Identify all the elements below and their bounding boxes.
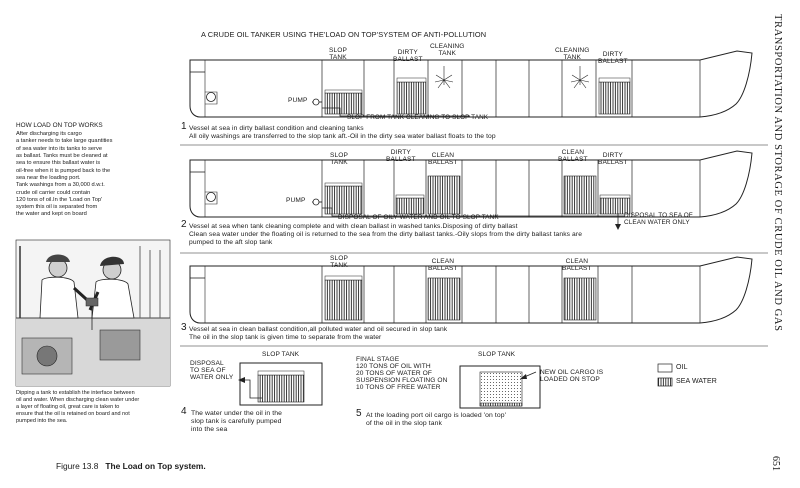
label-flow-1: SLOP FROM TANK CLEANING TO SLOP TANK	[347, 114, 489, 121]
label-disposal-clean-water: DISPOSAL TO SEA OF CLEAN WATER ONLY	[624, 212, 693, 226]
stage-2-caption-line-2: Clean sea water under the floating oil is returned to the sea from the dirty ballast tanks.-Oily slops from the dirty ballast tanks are	[189, 231, 583, 238]
page-number: 651	[770, 456, 781, 471]
photo-caption-line: pumped into the sea.	[16, 418, 68, 425]
sidebar-text	[16, 122, 168, 219]
sidebar-line: 120 tons of oil.In the 'Load on Top'	[16, 196, 103, 203]
figure-number: Figure 13.8	[56, 461, 99, 471]
stage-4-caption-line-1: The water under the oil in the	[191, 410, 283, 417]
stage-1-caption-line-1: Vessel at sea in dirty ballast condition and cleaning tanks	[189, 125, 364, 132]
label-slop-tank-1: SLOP TANK	[329, 47, 347, 61]
stage-5-caption-line-2: of the oil in the slop tank	[366, 420, 443, 427]
label-clean-ballast-3b: CLEAN BALLAST	[562, 258, 592, 272]
label-pump-2: PUMP	[286, 197, 306, 204]
photo-caption-line: ensure that the oil is retained on board and not	[16, 411, 130, 418]
sidebar-line: the water and kept on board	[16, 211, 87, 218]
label-slop-tank-5: SLOP TANK	[478, 351, 516, 358]
diagram-title: A CRUDE OIL TANKER USING THE'LOAD ON TOP'SYSTEM OF ANTI-POLLUTION	[201, 30, 487, 39]
label-slop-tank-3: SLOP TANK	[330, 255, 348, 269]
label-final-stage: FINAL STAGE 120 TONS OF OIL WITH 20 TONS OF WATER OF SUSPENSION FLOATING ON 10 TONS OF FREE WATER	[356, 356, 448, 392]
sidebar-line: sea to ensure this ballast water is	[16, 160, 101, 167]
photo-caption-line: Dipping a tank to establish the interface between	[16, 390, 135, 396]
label-cleaning-tank-1b: CLEANING TANK	[555, 47, 590, 61]
sidebar-line: a tanker needs to take large quantities	[16, 138, 113, 145]
sidebar-line: system this oil is separated from	[16, 204, 98, 211]
stage-2-caption-line-3: pumped to the aft slop tank	[189, 239, 273, 246]
ship-stage-1	[190, 51, 752, 117]
legend	[658, 364, 672, 386]
label-dirty-ballast-1a: DIRTY BALLAST	[393, 49, 423, 63]
photo-caption-line: a layer of floating oil, great care is taken to	[16, 404, 120, 411]
label-slop-tank-2: SLOP TANK	[330, 152, 348, 166]
label-clean-ballast-2a: CLEAN BALLAST	[428, 152, 458, 166]
label-new-oil-cargo: NEW OIL CARGO IS LOADED ON STOP	[540, 369, 604, 383]
sidebar-line: sea near the loading port.	[16, 174, 81, 181]
stage-2-caption-line-1: Vessel at sea when tank cleaning complete and with clean ballast in washed tanks.Disposing of dirty ballast	[189, 223, 518, 230]
sidebar-line: After discharging its cargo	[16, 131, 82, 138]
stage-5-caption-line-1: At the loading port oil cargo is loaded 'on top'	[366, 412, 507, 419]
stage-1-caption-line-2: All oily washings are transferred to the slop tank aft.-Oil in the dirty sea water ballast floats to the top	[189, 133, 496, 140]
stage-4-caption-line-2: slop tank is carefully pumped	[191, 418, 282, 425]
label-slop-tank-4: SLOP TANK	[262, 351, 300, 358]
sidebar-line: oil-free when it is pumped back to the	[16, 167, 111, 174]
label-dirty-ballast-2b: DIRTY BALLAST	[598, 152, 628, 166]
label-cleaning-tank-1a: CLEANING TANK	[430, 43, 465, 57]
running-head: TRANSPORTATION AND STORAGE OF CRUDE OIL AND GAS	[772, 14, 783, 332]
sidebar-line: as ballast. Tanks must be cleaned at	[16, 153, 108, 160]
stage-4-slop-tank	[238, 363, 322, 405]
stage-4-caption-line-3: into the sea	[191, 426, 228, 433]
figure-title: The Load on Top system.	[105, 461, 206, 471]
label-flow-2: DISPOSAL OF OILY WATER AND OIL TO SLOP TANK	[338, 214, 499, 221]
stage-3-caption-line-2: The oil in the slop tank is given time to separate from the water	[189, 334, 382, 341]
sidebar-line: of sea water into its tanks to serve	[16, 145, 102, 152]
label-pump-1: PUMP	[288, 97, 308, 104]
label-clean-ballast-3a: CLEAN BALLAST	[428, 258, 458, 272]
figure-caption	[56, 462, 206, 471]
stage-5-number: 5	[356, 408, 362, 419]
ship-stage-3	[190, 257, 752, 323]
tank-dipping-photo	[16, 240, 170, 386]
label-disposal-water-only: DISPOSAL TO SEA OF WATER ONLY	[190, 360, 234, 381]
stage-5-slop-tank	[460, 366, 540, 408]
stage-4-number: 4	[181, 406, 187, 417]
sidebar-line: crude oil carrier could contain	[16, 189, 91, 196]
legend-sea-water-label: SEA WATER	[676, 378, 717, 385]
stage-1-number: 1	[181, 121, 187, 132]
stage-3-caption-line-1: Vessel at sea in clean ballast condition,all polluted water and oil secured in slop tank	[189, 326, 448, 333]
stage-2-number: 2	[181, 219, 187, 230]
sidebar-heading: HOW LOAD ON TOP WORKS	[16, 122, 103, 129]
stage-3-number: 3	[181, 322, 187, 333]
photo-caption	[16, 390, 168, 425]
label-clean-ballast-2b: CLEAN BALLAST	[558, 149, 588, 163]
sidebar-line: Tank washings from a 30,000 d.w.t.	[16, 182, 105, 189]
legend-oil-label: OIL	[676, 364, 688, 371]
photo-caption-line: oil and water. When discharging clean water under	[16, 397, 140, 404]
label-dirty-ballast-2a: DIRTY BALLAST	[386, 149, 416, 163]
label-dirty-ballast-1b: DIRTY BALLAST	[598, 51, 628, 65]
